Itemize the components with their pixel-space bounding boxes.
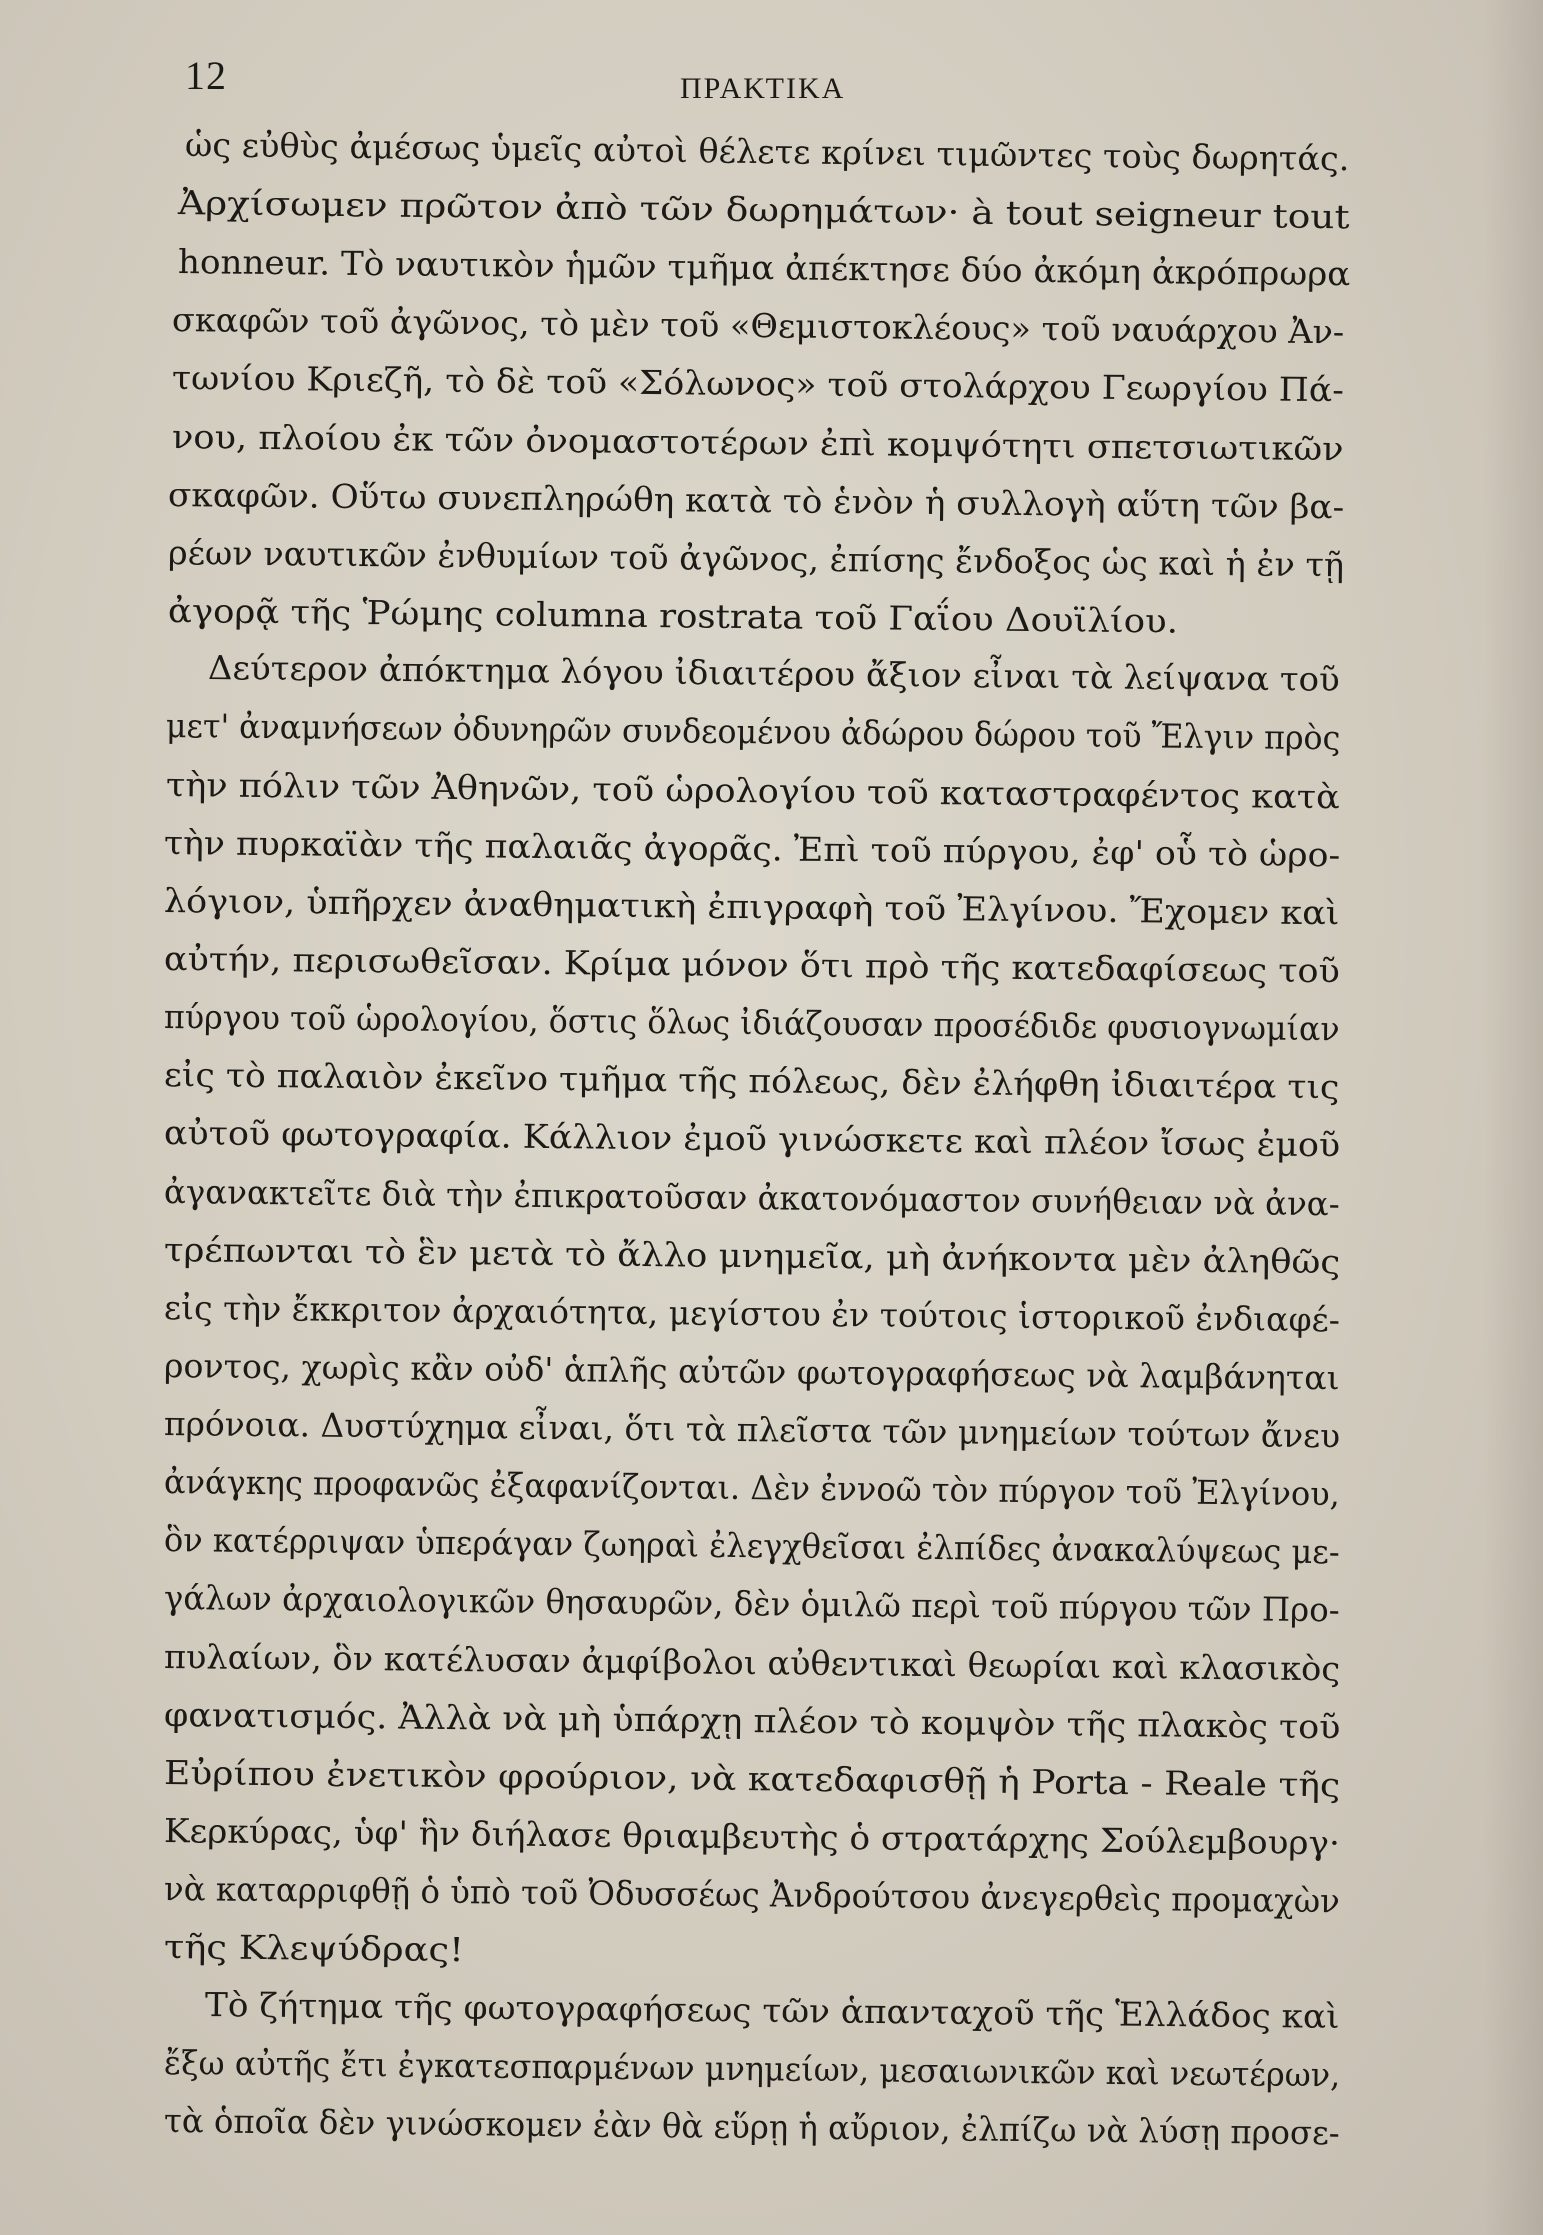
text-line: λόγιον, ὑπῆρχεν ἀναθηματικὴ ἐπιγραφὴ τοῦ Ἐλγίνου. Ἔχομεν καὶ: [163, 881, 1340, 933]
text-line: ροντος, χωρὶς κἂν οὐδ' ἁπλῆς αὐτῶν φωτογραφήσεως νὰ λαμβάνηται: [163, 1346, 1340, 1398]
text-line: τὴν πόλιν τῶν Ἀθηνῶν, τοῦ ὡρολογίου τοῦ καταστραφέντος κατὰ: [165, 765, 1341, 817]
text-line: Δεύτερον ἀπόκτημα λόγου ἰδιαιτέρου ἄξιον εἶναι τὰ λείψανα τοῦ: [207, 648, 1340, 699]
text-line: εἰς τὸ παλαιὸν ἐκεῖνο τμῆμα τῆς πόλεως, δὲν ἐλήφθη ἰδιαιτέρα τις: [163, 1055, 1340, 1107]
text-line: ἀγορᾷ τῆς Ῥώμης columna rostrata τοῦ Γαΐου Δουϊλίου.: [167, 591, 1179, 641]
text-line: τὴν πυρκαϊὰν τῆς παλαιᾶς ἀγορᾶς. Ἐπὶ τοῦ πύργου, ἐφ' οὗ τὸ ὡρο-: [163, 823, 1341, 875]
text-line: ρέων ναυτικῶν ἐνθυμίων τοῦ ἀγῶνος, ἐπίσης ἔνδοξος ὡς καὶ ἡ ἐν τῇ: [167, 533, 1345, 585]
text-line: νὰ καταρριφθῇ ὁ ὑπὸ τοῦ Ὀδυσσέως Ἀνδρούτσου ἀνεγερθεὶς προμαχὼν: [163, 1869, 1341, 1921]
text-line: νου, πλοίου ἐκ τῶν ὀνομαστοτέρων ἐπὶ κομψότητι σπετσιωτικῶν: [171, 417, 1344, 469]
text-line: αὐτοῦ φωτογραφία. Κάλλιον ἐμοῦ γινώσκετε καὶ πλέον ἴσως ἐμοῦ: [163, 1113, 1341, 1165]
text-line: σκαφῶν τοῦ ἀγῶνος, τὸ μὲν τοῦ «Θεμιστοκλέους» τοῦ ναυάρχου Ἀν-: [171, 300, 1345, 352]
text-line: πρόνοια. Δυστύχημα εἶναι, ὅτι τὰ πλεῖστα τῶν μνημείων τούτων ἄνευ: [163, 1404, 1341, 1456]
text-line: Κερκύρας, ὑφ' ἣν διήλασε θριαμβευτὴς ὁ στρατάρχης Σούλεμβουργ·: [163, 1811, 1341, 1863]
text-line: τὰ ὁποῖα δὲν γινώσκομεν ἐὰν θὰ εὕρῃ ἡ αὔριον, ἐλπίζω νὰ λύσῃ προσε-: [163, 2101, 1340, 2153]
page-number: 12: [185, 53, 227, 98]
text-line: εἰς τὴν ἔκκριτον ἀρχαιότητα, μεγίστου ἐν τούτοις ἱστορικοῦ ἐνδιαφέ-: [163, 1288, 1341, 1340]
text-line: πυλαίων, ὃν κατέλυσαν ἀμφίβολοι αὐθεντικαὶ θεωρίαι καὶ κλασικὸς: [163, 1637, 1341, 1689]
page-edge-shadow: [1483, 0, 1543, 2235]
text-line: ὃν κατέρριψαν ὑπεράγαν ζωηραὶ ἐλεγχθεῖσαι ἐλπίδες ἀνακαλύψεως με-: [163, 1520, 1340, 1572]
text-line: ἀγανακτεῖτε διὰ τὴν ἐπικρατοῦσαν ἀκατονόμαστον συνήθειαν νὰ ἀνα-: [163, 1172, 1340, 1224]
running-title: ΠΡΑΚΤΙΚΑ: [680, 72, 846, 105]
text-line: τωνίου Κριεζῆ, τὸ δὲ τοῦ «Σόλωνος» τοῦ στολάρχου Γεωργίου Πά-: [171, 358, 1345, 410]
text-line: αὐτήν, περισωθεῖσαν. Κρίμα μόνον ὅτι πρὸ τῆς κατεδαφίσεως τοῦ: [163, 939, 1341, 991]
text-line: γάλων ἀρχαιολογικῶν θησαυρῶν, δὲν ὁμιλῶ περὶ τοῦ πύργου τῶν Προ-: [163, 1578, 1340, 1630]
text-line: τρέπωνται τὸ ἓν μετὰ τὸ ἄλλο μνημεῖα, μὴ ἀνήκοντα μὲν ἀληθῶς: [163, 1230, 1341, 1282]
text-line: Ἀρχίσωμεν πρῶτον ἀπὸ τῶν δωρημάτων· à tout seigneur tout: [177, 183, 1350, 237]
text-line: τῆς Κλεψύδρας!: [163, 1927, 465, 1970]
text-line: Εὐρίπου ἐνετικὸν φρούριον, νὰ κατεδαφισθῇ ἡ Porta - Reale τῆς: [163, 1753, 1341, 1805]
text-line: πύργου τοῦ ὡρολογίου, ὅστις ὅλως ἰδιάζουσαν προσέδιδε φυσιογνωμίαν: [163, 997, 1340, 1049]
text-line: σκαφῶν. Οὕτω συνεπληρώθη κατὰ τὸ ἑνὸν ἡ συλλογὴ αὕτη τῶν βα-: [167, 475, 1345, 527]
text-line: ὡς εὐθὺς ἀμέσως ὑμεῖς αὐτοὶ θέλετε κρίνει τιμῶντες τοὺς δωρητάς.: [184, 125, 1350, 179]
text-line: Τὸ ζήτημα τῆς φωτογραφήσεως τῶν ἁπανταχοῦ τῆς Ἑλλάδος καὶ: [204, 1985, 1340, 2036]
text-line: μετ' ἀναμνήσεων ὀδυνηρῶν συνδεομένου ἀδώρου δώρου τοῦ Ἔλγιν πρὸς: [165, 706, 1341, 758]
text-line: ἔξω αὐτῆς ἔτι ἐγκατεσπαρμένων μνημείων, μεσαιωνικῶν καὶ νεωτέρων,: [163, 2043, 1341, 2095]
text-line: φανατισμός. Ἀλλὰ νὰ μὴ ὑπάρχῃ πλέον τὸ κομψὸν τῆς πλακὸς τοῦ: [163, 1695, 1341, 1747]
text-line: honneur. Τὸ ναυτικὸν ἡμῶν τμῆμα ἀπέκτησε δύο ἀκόμη ἀκρόπρωρα: [177, 242, 1351, 294]
text-line: ἀνάγκης προφανῶς ἐξαφανίζονται. Δὲν ἐννοῶ τὸν πύργον τοῦ Ἐλγίνου,: [163, 1462, 1341, 1514]
